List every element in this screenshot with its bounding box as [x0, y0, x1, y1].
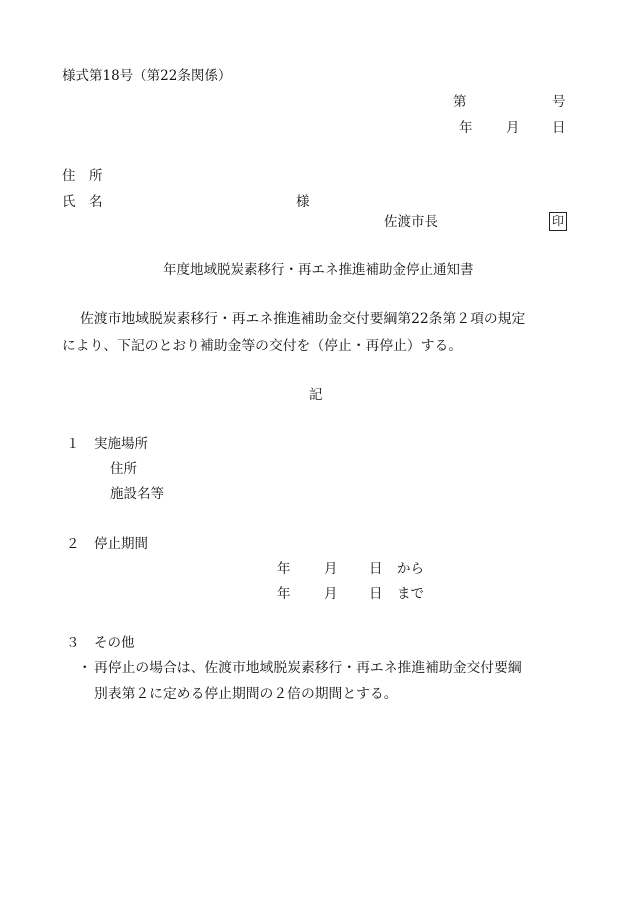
- period-start-year: 年: [277, 561, 291, 577]
- item2-number: ２: [66, 536, 80, 552]
- item1-number: １: [66, 436, 80, 452]
- item3-number: ３: [66, 635, 80, 651]
- date-day: 日: [552, 120, 566, 136]
- item3-line-2: 別表第２に定める停止期間の２倍の期間とする。: [94, 686, 398, 702]
- period-start-day: 日: [369, 561, 383, 577]
- item1-title: 実施場所: [94, 436, 148, 452]
- period-from: から: [397, 561, 424, 577]
- item2-title: 停止期間: [94, 536, 148, 552]
- period-end-day: 日: [369, 586, 383, 602]
- ki-heading: 記: [309, 387, 323, 403]
- form-number: 様式第18号（第22条関係）: [62, 68, 232, 84]
- address-label: 住 所: [62, 168, 103, 184]
- item3-bullet: ・: [78, 660, 92, 676]
- document-title: 年度地域脱炭素移行・再エネ推進補助金停止通知書: [163, 262, 474, 278]
- item3-title: その他: [94, 635, 135, 651]
- issuer-title: 佐渡市長: [384, 214, 438, 230]
- item1-sub-facility: 施設名等: [110, 486, 164, 502]
- name-label: 氏 名: [62, 194, 103, 210]
- item1-sub-address: 住所: [110, 461, 137, 477]
- seal-stamp: 印: [549, 212, 567, 231]
- honorific: 様: [296, 194, 310, 210]
- number-prefix: 第: [453, 94, 467, 110]
- date-year: 年: [459, 120, 473, 136]
- period-end-year: 年: [277, 586, 291, 602]
- number-suffix: 号: [552, 94, 566, 110]
- item3-line-1: 再停止の場合は、佐渡市地域脱炭素移行・再エネ推進補助金交付要綱: [94, 660, 522, 676]
- paragraph-line-2: により、下記のとおり補助金等の交付を（停止・再停止）する。: [62, 338, 463, 354]
- date-month: 月: [506, 120, 520, 136]
- period-end-month: 月: [324, 586, 338, 602]
- period-to: まで: [397, 586, 424, 602]
- period-start-month: 月: [324, 561, 338, 577]
- paragraph-line-1: 佐渡市地域脱炭素移行・再エネ推進補助金交付要綱第22条第２項の規定: [80, 311, 526, 327]
